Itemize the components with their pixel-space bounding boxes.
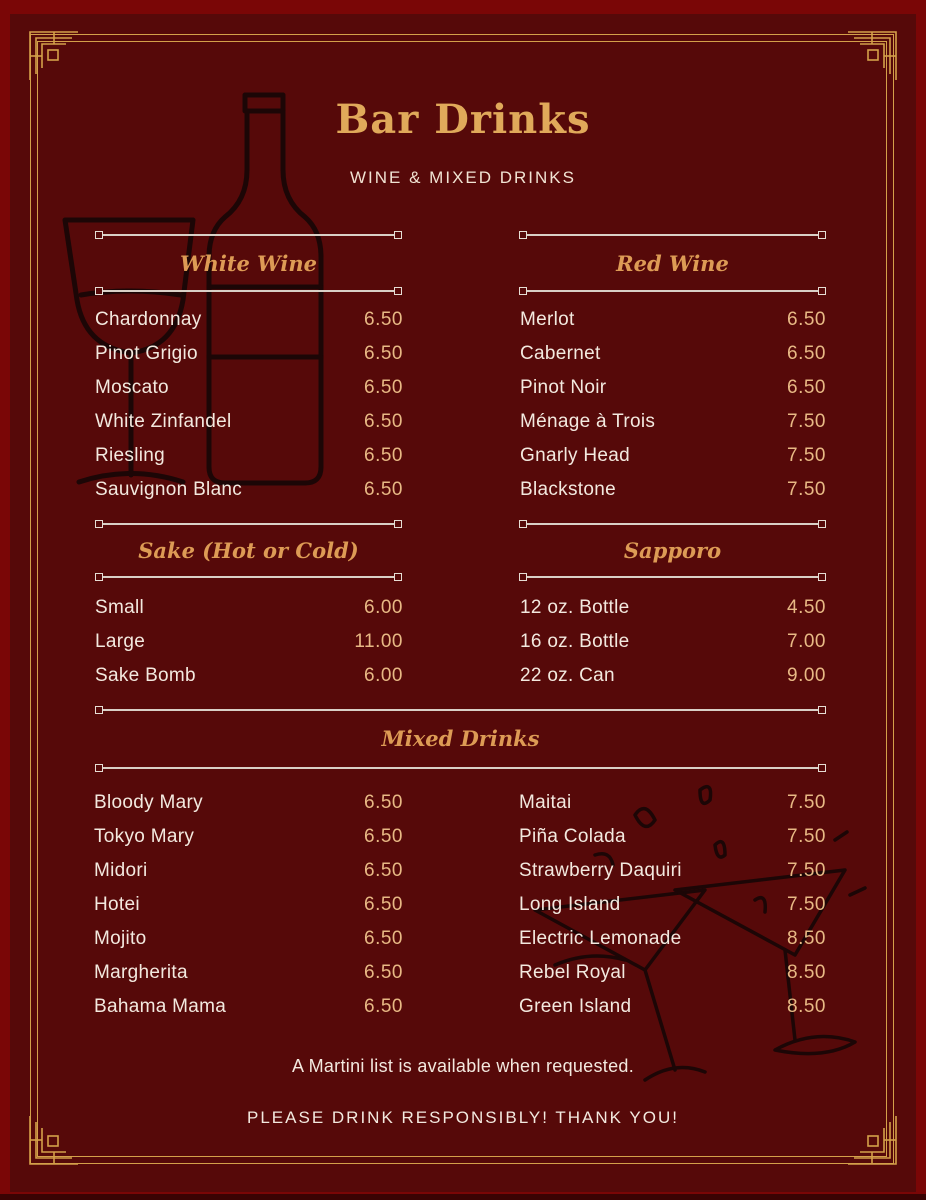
menu-item-price: 6.50: [364, 377, 403, 398]
menu-item-price: 8.50: [787, 962, 826, 983]
menu-item-price: 6.50: [364, 996, 403, 1017]
menu-item-price: 6.50: [364, 309, 403, 330]
corner-ornament-top-left: [26, 28, 82, 84]
section-heading-white-wine: White Wine: [179, 251, 318, 276]
menu-item-name: Bahama Mama: [94, 996, 227, 1017]
menu-item-price: 6.50: [364, 479, 403, 500]
menu-item-price: 6.50: [364, 792, 403, 813]
divider-rule: [523, 290, 822, 292]
menu-item-price: 6.00: [364, 597, 403, 618]
menu-item-name: White Zinfandel: [95, 411, 232, 432]
menu-item-price: 7.50: [787, 826, 826, 847]
divider-rule: [99, 234, 398, 236]
section-heading-red-wine: Red Wine: [616, 251, 729, 276]
divider-rule: [99, 290, 398, 292]
menu-item-price: 6.50: [364, 445, 403, 466]
menu-item-name: Ménage à Trois: [520, 411, 656, 432]
menu-item-price: 6.50: [364, 860, 403, 881]
menu-item-name: Gnarly Head: [520, 445, 630, 466]
menu-item-price: 6.50: [364, 894, 403, 915]
divider-rule: [99, 767, 822, 769]
menu-item-name: Large: [95, 631, 146, 652]
menu-item-price: 9.00: [787, 665, 826, 686]
menu-item-price: 6.50: [364, 928, 403, 949]
menu-subtitle: WINE & MIXED DRINKS: [350, 168, 576, 187]
menu-item-name: Pinot Grigio: [95, 343, 198, 364]
menu-item-name: Rebel Royal: [519, 962, 626, 983]
menu-item-name: Strawberry Daquiri: [519, 860, 682, 881]
divider-rule: [99, 709, 822, 711]
menu-item-price: 7.50: [787, 479, 826, 500]
menu-item-name: Cabernet: [520, 343, 601, 364]
menu-item-price: 11.00: [354, 631, 403, 652]
divider-rule: [523, 523, 822, 525]
menu-item-price: 8.50: [787, 996, 826, 1017]
divider-rule: [99, 576, 398, 578]
menu-item-price: 7.50: [787, 445, 826, 466]
menu-item-name: Chardonnay: [95, 309, 202, 330]
menu-item-name: Sake Bomb: [95, 665, 196, 686]
section-heading-sake: Sake (Hot or Cold): [138, 538, 359, 563]
menu-item-name: Margherita: [94, 962, 188, 983]
menu-item-name: Piña Colada: [519, 826, 626, 847]
menu-title: Bar Drinks: [335, 96, 591, 143]
divider-rule: [99, 523, 398, 525]
menu-item-name: 22 oz. Can: [520, 665, 615, 686]
divider-rule: [523, 576, 822, 578]
menu-item-price: 8.50: [787, 928, 826, 949]
menu-item-name: Merlot: [520, 309, 575, 330]
section-heading-sapporo: Sapporo: [623, 538, 722, 563]
menu-item-price: 6.50: [787, 309, 826, 330]
menu-item-price: 4.50: [787, 597, 826, 618]
menu-item-name: Long Island: [519, 894, 621, 915]
menu-item-price: 7.50: [787, 894, 826, 915]
menu-item-name: Riesling: [95, 445, 165, 466]
menu-item-price: 6.00: [364, 665, 403, 686]
menu-item-price: 7.50: [787, 411, 826, 432]
menu-item-price: 6.50: [364, 343, 403, 364]
menu-item-price: 6.50: [787, 343, 826, 364]
menu-item-name: 12 oz. Bottle: [520, 597, 630, 618]
menu-item-name: Mojito: [94, 928, 147, 949]
menu-item-price: 6.50: [787, 377, 826, 398]
footer-message: PLEASE DRINK RESPONSIBLY! THANK YOU!: [247, 1108, 679, 1127]
menu-item-price: 6.50: [364, 826, 403, 847]
menu-item-name: Maitai: [519, 792, 572, 813]
menu-item-name: Green Island: [519, 996, 632, 1017]
menu-item-name: 16 oz. Bottle: [520, 631, 630, 652]
menu-item-price: 7.00: [787, 631, 826, 652]
menu-item-name: Bloody Mary: [94, 792, 203, 813]
menu-item-price: 6.50: [364, 411, 403, 432]
corner-ornament-top-right: [844, 28, 900, 84]
menu-item-name: Midori: [94, 860, 148, 881]
section-heading-mixed-drinks: Mixed Drinks: [381, 726, 540, 751]
menu-item-price: 7.50: [787, 860, 826, 881]
menu-item-price: 6.50: [364, 962, 403, 983]
menu-item-name: Tokyo Mary: [94, 826, 195, 847]
menu-item-name: Blackstone: [520, 479, 616, 500]
divider-rule: [523, 234, 822, 236]
bottom-edge: [0, 1194, 926, 1200]
menu-item-name: Sauvignon Blanc: [95, 479, 243, 500]
martini-note: A Martini list is available when requested.: [291, 1056, 635, 1076]
menu-item-name: Hotei: [94, 894, 140, 915]
menu-item-name: Pinot Noir: [520, 377, 607, 398]
menu-item-price: 7.50: [787, 792, 826, 813]
menu-item-name: Electric Lemonade: [519, 928, 682, 949]
menu-item-name: Moscato: [95, 377, 169, 398]
menu-item-name: Small: [95, 597, 145, 618]
